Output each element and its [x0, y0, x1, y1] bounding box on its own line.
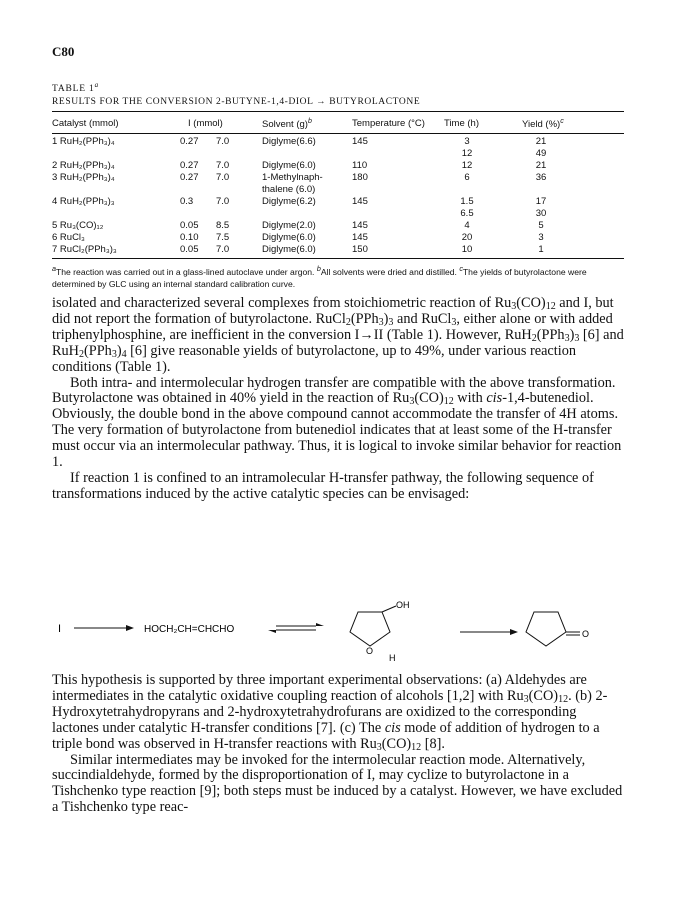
cell-yield: 17: [535, 196, 547, 207]
cell-i-mmol-catalyst: 0.27: [180, 160, 199, 171]
cell-temperature: 145: [352, 136, 368, 147]
cell-yield: 36: [535, 172, 547, 183]
cell-i-mmol-catalyst: 0.10: [180, 232, 199, 243]
cell-temperature: 145: [352, 232, 368, 243]
header-yield: [522, 118, 564, 130]
cell-time: 20: [461, 232, 473, 243]
cell-i-mmol-catalyst: 0.05: [180, 244, 199, 255]
cell-solvent: Diglyme(2.0): [262, 220, 316, 231]
cell-temperature: 180: [352, 172, 368, 183]
cell-catalyst: 4 RuH₂(PPh₃)₃: [52, 196, 115, 207]
cell-i-mmol: 7.0: [216, 172, 230, 183]
cell-solvent: Diglyme(6.2): [262, 196, 316, 207]
cell-solvent: thalene (6.0): [262, 184, 316, 195]
footnote-c: The yields of butyrolactone were determined by GLC using an internal standard calibration curve.: [52, 266, 587, 289]
scheme-intermediate: HOCH₂CH=CHCHO: [144, 624, 235, 635]
table-row: [52, 160, 624, 172]
cell-time: 10: [461, 244, 473, 255]
cell-i-mmol-catalyst: 0.05: [180, 220, 199, 231]
table-row: [52, 148, 624, 160]
equilibrium-bottom-head: [268, 630, 276, 633]
cell-yield: 49: [535, 148, 547, 159]
cell-yield: 5: [538, 220, 544, 231]
cell-i-mmol: 7.0: [216, 160, 230, 171]
cell-time: 6.5: [460, 208, 474, 219]
table-row: [52, 172, 624, 184]
cell-i-mmol: 7.0: [216, 244, 230, 255]
cell-temperature: 145: [352, 220, 368, 231]
header-yield-sup: c: [560, 118, 564, 125]
cell-yield: 30: [535, 208, 547, 219]
cell-temperature: 110: [352, 160, 368, 171]
scheme-start: I: [58, 623, 62, 635]
cell-i-mmol: 7.5: [216, 232, 230, 243]
cell-yield: 21: [535, 136, 547, 147]
cell-i-mmol-catalyst: 0.27: [180, 136, 199, 147]
header-catalyst: Catalyst (mmol): [52, 118, 119, 129]
equilibrium-top-head: [316, 623, 324, 626]
hemiacetal-oh: OH: [396, 600, 410, 610]
cell-i-mmol-catalyst: 0.27: [180, 172, 199, 183]
table-row: [52, 220, 624, 232]
table-title: RESULTS FOR THE CONVERSION 2-BUTYNE-1,4-DIOL → BUTYROLACTONE: [52, 97, 421, 107]
table-row: [52, 184, 624, 196]
table-top-rule: [52, 111, 624, 112]
hemiacetal-o: O: [366, 646, 374, 656]
table-footnote: [52, 263, 624, 290]
hemiacetal-oh-bond: [382, 606, 396, 612]
footnote-c-mark: c: [459, 265, 463, 273]
header-i: I (mmol): [188, 118, 223, 129]
cell-i-mmol: 7.0: [216, 196, 230, 207]
paragraph-4: This hypothesis is supported by three important experimental observations: (a) Aldehydes are intermediates in the catalytic oxidative coupling reaction of alcohols [1,2] with $Ru_3(CO)_{12}$. (b) 2-Hydroxytetrahydropyrans and 2-hydroxytetrahydrofurans are oxidized to the corresponding lactones under catalytic H-transfer conditions [7]. (c) The cis mode of addition of hydrogen to a triple bond was observed in H-transfer reactions with $Ru_3(CO)_{12}$ [8].: [52, 672, 608, 753]
header-solvent: [262, 118, 312, 130]
cell-solvent: Diglyme(6.0): [262, 232, 316, 243]
footnote-a-mark: a: [52, 265, 56, 273]
paragraph-3: If reaction 1 is confined to an intramolecular H-transfer pathway, the following sequence of transformations induced by the active catalytic species can be envisaged:: [52, 469, 594, 502]
hemiacetal-ring: [350, 612, 390, 646]
table-row: [52, 208, 624, 220]
cell-time: 12: [461, 148, 473, 159]
cell-catalyst: 6 RuCl₃: [52, 232, 85, 243]
paragraph-1: isolated and characterized several complexes from stoichiometric reaction of $Ru_3(CO)_{12}$ and I, but did not report the formation of butyrolactone. $RuCl_2(PPh_3)_3$ and RuCl$_3$, either alone or with added triphenylphosphine, are inefficient in the conversion I→II (Table 1). However, $RuH_2(PPh_3)_3$ [6] and $RuH_2(PPh_3)_4$ [6] give reasonable yields of butyrolactone, up to 49%, under various reaction conditions (Table 1).: [52, 295, 624, 375]
table-header-row: [52, 118, 624, 132]
footnote-b: All solvents were dried and distilled.: [320, 266, 457, 277]
header-solvent-sup: b: [307, 118, 312, 125]
table-label-sup: a: [94, 81, 99, 89]
hemiacetal-h: H: [389, 653, 396, 663]
table-row: [52, 232, 624, 244]
page-number: C80: [52, 44, 75, 59]
header-yield-text: Yield (%): [522, 119, 561, 131]
footnote-b-mark: b: [316, 265, 321, 273]
cell-time: 3: [464, 136, 470, 147]
cell-yield: 21: [535, 160, 547, 171]
cell-yield: 3: [538, 232, 544, 243]
cell-i-mmol: 8.5: [216, 220, 230, 231]
table-row: [52, 196, 624, 208]
header-solvent-text: Solvent (g): [262, 119, 308, 131]
cell-catalyst: 2 RuH₂(PPh₃)₄: [52, 160, 115, 171]
paragraph-5: Similar intermediates may be invoked for the intermolecular reaction mode. Alternatively, succindialdehyde, formed by the disproportionation of I, may cyclize to butyrolactone in a Tishchenko type reaction [9]; both steps must be induced by a catalyst. However, we have excluded a Tishchenko type reac-: [52, 751, 623, 816]
cell-temperature: 145: [352, 196, 368, 207]
carbonyl-o: O: [582, 629, 590, 639]
lactone-ring: [526, 612, 566, 646]
cell-catalyst: 1 RuH₂(PPh₃)₄: [52, 136, 115, 147]
cell-time: 1.5: [460, 196, 474, 207]
table-body: [52, 136, 624, 256]
header-temperature: Temperature (°C): [352, 118, 425, 129]
cell-solvent: 1-Methylnaph-: [262, 172, 323, 183]
cell-catalyst: 3 RuH₂(PPh₃)₄: [52, 172, 115, 183]
body-text-upper: [52, 296, 626, 503]
table-label: [52, 81, 99, 94]
table-row: [52, 136, 624, 148]
table-label-text: TABLE 1: [52, 84, 95, 95]
table-bottom-rule: [52, 258, 624, 259]
arrow-2-head: [510, 629, 518, 635]
arrow-1-head: [126, 625, 134, 631]
results-table: [52, 118, 624, 256]
cell-yield: 1: [538, 244, 544, 255]
cell-solvent: Diglyme(6.0): [262, 160, 316, 171]
table-row: [52, 244, 624, 256]
reaction-scheme: [40, 598, 640, 668]
cell-catalyst: 5 Ru₃(CO)₁₂: [52, 220, 104, 231]
cell-time: 4: [464, 220, 470, 231]
cell-solvent: Diglyme(6.0): [262, 244, 316, 255]
cell-catalyst: 7 RuCl₂(PPh₃)₃: [52, 244, 117, 255]
cell-solvent: Diglyme(6.6): [262, 136, 316, 147]
cell-time: 6: [464, 172, 470, 183]
body-text-lower: [52, 673, 626, 816]
footnote-a: The reaction was carried out in a glass-lined autoclave under argon.: [55, 266, 315, 277]
cell-time: 12: [461, 160, 473, 171]
header-time: Time (h): [444, 118, 480, 129]
cell-temperature: 150: [352, 244, 368, 255]
paragraph-2: Both intra- and intermolecular hydrogen transfer are compatible with the above transformation. Butyrolactone was obtained in 40% yield in the reaction of $Ru_3(CO)_{12}$ with cis-1,4-butenediol. Obviously, the double bond in the above compound cannot accommodate the transfer of 4H atoms. The very formation of butyrolactone from butenediol indicates that at least some of the H-transfer must occur via an intermolecular pathway. Thus, it is logical to invoke similar behavior for reaction 1.: [52, 374, 622, 471]
cell-i-mmol: 7.0: [216, 136, 230, 147]
cell-i-mmol-catalyst: 0.3: [180, 196, 194, 207]
